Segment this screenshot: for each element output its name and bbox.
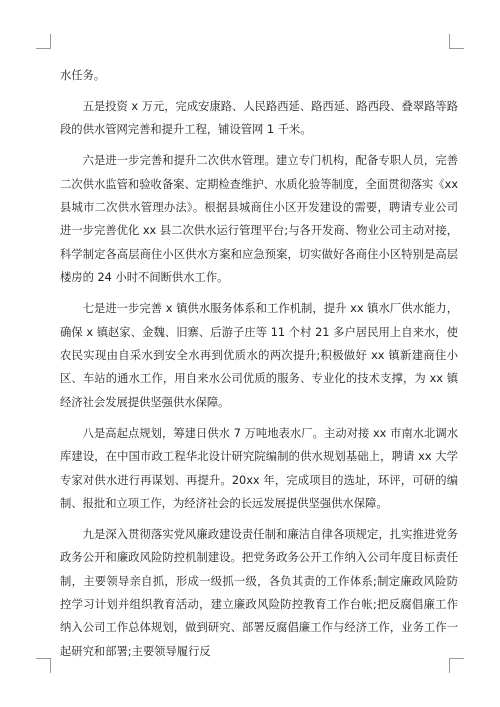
paragraph-item-6: 六是进一步完善和提升二次供水管理。建立专门机构，配备专职人员，完善二次供水监管和验收备案、定期检查维护、水质化验等制度，全面贯彻落实《xx 县城市二次供水管理办法》。根据县城商住小区开发建设的需要，聘请专业公司进一步完善优化 xx 县二次供水运行管理平台;与各开发商、物业公司主动对接，科学制定各高层商住小区供水方案和应急预案，切实做好各商住小区特别是高层楼房的 24 小时不间断供水工作。 — [60, 154, 458, 285]
crop-mark-top-left — [36, 34, 51, 49]
crop-mark-bottom-left — [36, 658, 51, 673]
paragraph-continuation: 水任务。 — [60, 69, 106, 82]
document-body — [60, 64, 458, 671]
paragraph-item-9: 九是深入贯彻落实党风廉政建设责任制和廉洁自律各项规定，扎实推进党务政务公开和廉政风险防控机制建设。把党务政务公开工作纳入公司年度目标责任制，主要领导亲自抓，形成一级抓一级，各负其责的工作体系;制定廉政风险防控学习计划并组织教育活动，建立廉政风险防控教育工作台帐;把反腐倡廉工作纳入公司工作总体规划，做到研究、部署反腐倡廉工作与经济工作，业务工作一起研究和部署;主要领导履行反 — [60, 527, 458, 658]
crop-mark-top-right — [449, 34, 464, 49]
paragraph-item-5: 五是投资 x 万元，完成安康路、人民路西延、路西延、路西段、叠翠路等路段的供水管网完善和提升工程，铺设管网 1 千米。 — [60, 99, 458, 137]
paragraph-item-8: 八是高起点规划，筹建日供水 7 万吨地表水厂。主动对接 xx 市南水北调水库建设，在中国市政工程华北设计研究院编制的供水规划基础上，聘请 xx 大学专家对供水进行再谋划、再提升。20xx 年，完成项目的选址，环评，可研的编制、报批和立项工作，为经济社会的长远发展提供坚强供水保障。 — [60, 426, 458, 510]
paragraph-item-7: 七是进一步完善 x 镇供水服务体系和工作机制，提升 xx 镇水厂供水能力，确保 x 镇赵家、金魏、旧寨、后游子庄等 11 个村 21 多户居民用上自来水，使农民实现由自采水到安全水再到优质水的两次提升;积极做好 xx 镇新建商住小区、车站的通水工作，用自来水公司优质的服务、专业化的技术支撑，为 xx 镇经济社会发展提供坚强供水保障。 — [60, 302, 458, 409]
